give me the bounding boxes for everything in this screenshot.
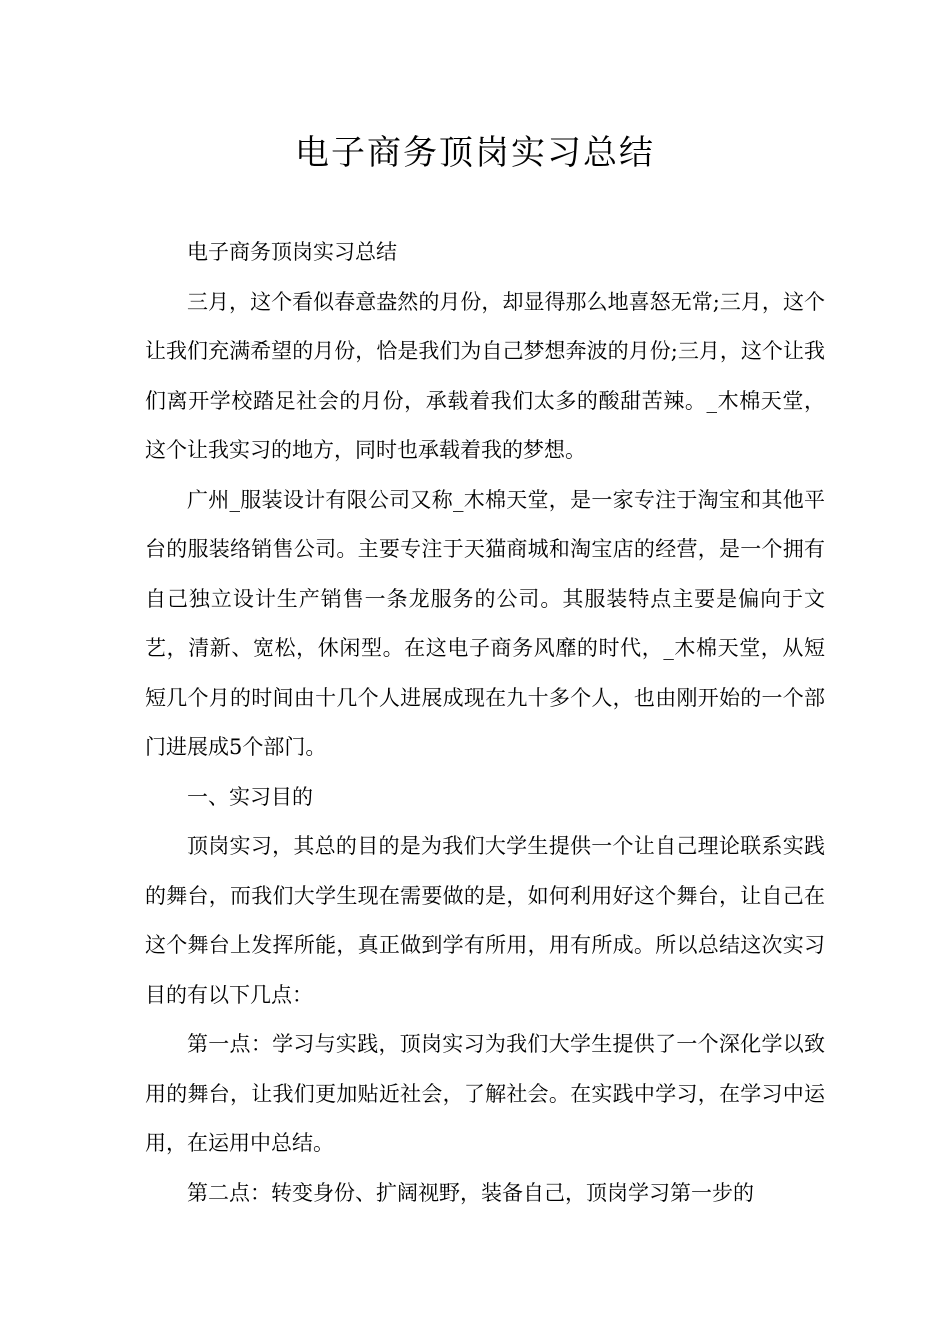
section-heading-purpose: 一、实习目的: [187, 784, 313, 809]
paragraph-point-two: 第二点：转变身份、扩阔视野，装备自己，顶岗学习第一步的: [187, 1180, 754, 1205]
paragraph-subtitle: 电子商务顶岗实习总结: [187, 240, 397, 264]
paragraph-point-one: 第一点：学习与实践，顶岗实习为我们大学生提供了一个深化学以致用的舞台，让我们更加贴近社会，了解社会。在实践中学习，在学习中运用，在运用中总结。: [145, 1032, 825, 1155]
paragraph-march: 三月，这个看似春意盎然的月份，却显得那么地喜怒无常;三月，这个让我们充满希望的月份，恰是我们为自己梦想奔波的月份;三月，这个让我们离开学校踏足社会的月份，承载着我们太多的酸甜苦辣。_木棉天堂，这个让我实习的地方，同时也承载着我的梦想。: [145, 289, 825, 462]
paragraph-purpose: 顶岗实习，其总的目的是为我们大学生提供一个让自己理论联系实践的舞台，而我们大学生现在需要做的是，如何利用好这个舞台，让自己在这个舞台上发挥所能，真正做到学有所用，用有所成。所以总结这次实习目的有以下几点：: [145, 834, 825, 1007]
document-body: [145, 228, 825, 1218]
document-title: 电子商务顶岗实习总结: [295, 133, 655, 173]
paragraph-company-intro: 广州_服装设计有限公司又称_木棉天堂，是一家专注于淘宝和其他平台的服装络销售公司。主要专注于天猫商城和淘宝店的经营，是一个拥有自己独立设计生产销售一条龙服务的公司。其服装特点主要是偏向于文艺，清新、宽松，休闲型。在这电子商务风靡的时代，_木棉天堂，从短短几个月的时间由十几个人进展成现在九十多个人，也由刚开始的一个部门进展成5个部门。: [145, 487, 825, 759]
